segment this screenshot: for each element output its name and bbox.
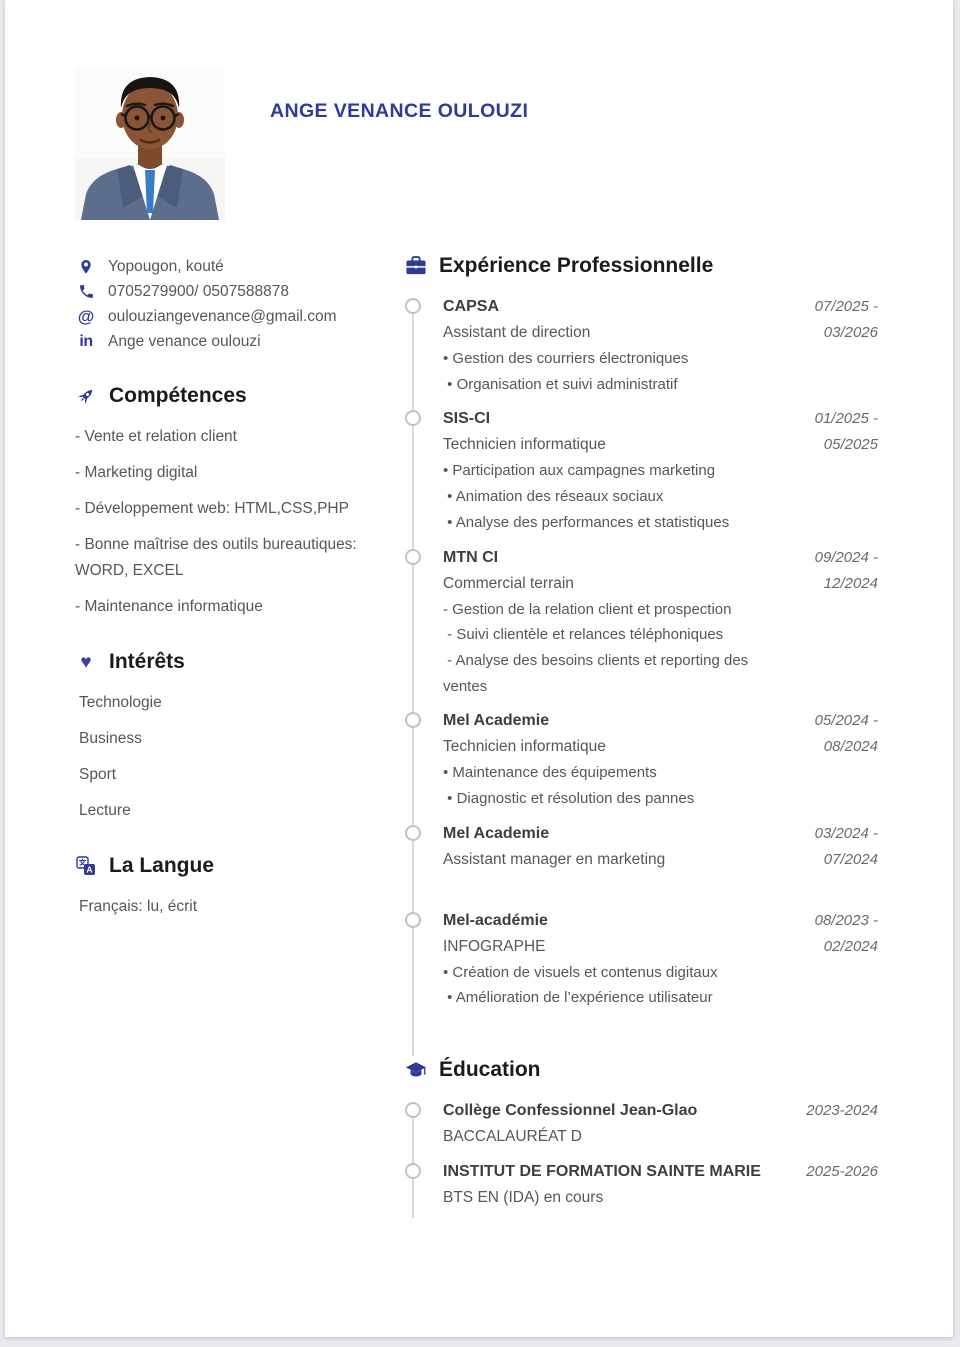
contact-linkedin-text: Ange venance oulouzi [108,332,261,350]
contact-email [75,304,395,329]
at-icon: @ [77,306,95,326]
location-pin-icon [75,258,97,276]
interest-item: Business [79,730,142,747]
entry-dates: 03/2024 - 07/2024 [814,824,878,868]
experience-bullet: - Analyse des besoins clients et reporting des ventes [443,651,753,695]
role-title: INFOGRAPHE [443,937,546,955]
skill-item: - Marketing digital [75,464,198,481]
experience-entry [443,406,878,535]
experience-bullet: • Création de visuels et contenus digitaux [443,963,718,981]
skill-item: - Maintenance informatique [75,598,263,615]
skills-section [75,384,395,620]
skills-title: Compétences [109,384,247,407]
contact-phone-text: 0705279900/ 0507588878 [108,282,290,300]
heart-icon: ♥ [80,651,92,673]
experience-entry [443,708,878,811]
experience-bullet: • Gestion des courriers électroniques [443,350,689,367]
language-item: Français: lu, écrit [79,898,198,915]
language-section [75,854,395,920]
experience-bullet: - Gestion de la relation client et prospection [443,600,732,618]
degree-name: BACCALAURÉAT D [443,1128,582,1146]
entry-dates: 05/2024 - 08/2024 [814,712,878,756]
interests-title: Intérêts [109,650,185,673]
experience-bullet: • Participation aux campagnes marketing [443,462,716,480]
interest-item: Sport [79,766,117,783]
contact-linkedin [75,329,395,354]
profile-photo [75,68,225,220]
role-title: Technicien informatique [443,738,606,756]
contact-location [75,254,395,279]
language-title: La Langue [109,854,215,877]
education-entry [443,1098,878,1150]
experience-bullet: • Organisation et suivi administratif [443,375,678,393]
right-column [405,254,878,1226]
company-name: MTN CI [443,548,499,566]
education-title: Éducation [439,1058,541,1082]
experience-entry [443,545,878,700]
experience-bullet: - Suivi clientèle et relances téléphoniques [443,626,724,644]
svg-text:A: A [86,864,93,875]
cv-page [5,0,953,1337]
briefcase-icon [405,256,427,276]
education-timeline [405,1098,878,1226]
role-title: Commercial terrain [443,574,574,592]
education-entry [443,1159,878,1211]
skill-item: - Bonne maîtrise des outils bureautiques: WORD, EXCEL [75,536,357,579]
entry-dates: 09/2024 - 12/2024 [814,548,878,592]
page-title: ANGE VENANCE OULOUZI [270,100,529,122]
company-name: SIS-CI [443,410,491,428]
experience-timeline [405,294,878,1056]
company-name: Mel Academie [443,712,550,730]
skill-item: - Développement web: HTML,CSS,PHP [75,500,349,517]
interest-item: Lecture [79,802,131,819]
experience-bullet: • Amélioration de l’expérience utilisateur [443,989,713,1007]
interests-section [75,650,395,824]
role-title: Technicien informatique [443,436,606,454]
entry-dates: 07/2025 - 03/2026 [814,298,878,341]
phone-icon [75,283,97,300]
company-name: Mel-académie [443,911,548,929]
entry-dates: 08/2023 - 02/2024 [814,911,878,955]
interest-item: Technologie [79,694,162,711]
graduation-cap-icon [405,1061,427,1079]
skill-item: - Vente et relation client [75,428,237,445]
rocket-icon [75,386,97,406]
entry-dates: 2025-2026 [806,1163,878,1181]
company-name: Mel Academie [443,824,550,842]
experience-heading [405,254,878,278]
entry-dates: 01/2025 - 05/2025 [814,410,878,454]
company-name: CAPSA [443,298,500,315]
left-column [75,254,405,1226]
experience-title: Expérience Professionnelle [439,254,714,277]
contact-location-text: Yopougon, kouté [108,257,224,275]
role-title: Assistant manager en marketing [443,850,666,868]
entry-dates: 2023-2024 [806,1102,878,1120]
experience-bullet: • Animation des réseaux sociaux [443,488,664,506]
degree-name: BTS EN (IDA) en cours [443,1189,604,1207]
linkedin-icon: in [79,332,93,350]
contact-email-text: oulouziangevenance@gmail.com [108,307,337,325]
school-name: Collège Confessionnel Jean-Glao [443,1102,698,1120]
contact-phone [75,279,395,304]
cv-header [75,68,953,220]
school-name: INSTITUT DE FORMATION SAINTE MARIE [443,1163,761,1181]
experience-bullet: • Maintenance des équipements [443,764,657,782]
experience-entry [443,294,878,397]
experience-entry [443,821,878,873]
experience-bullet: • Analyse des performances et statistiques [443,513,730,531]
experience-entry [443,908,878,1011]
education-heading [405,1058,878,1082]
experience-bullet: • Diagnostic et résolution des pannes [443,790,695,808]
translate-icon [75,856,97,876]
role-title: Assistant de direction [443,324,591,341]
contact-section [75,254,395,354]
